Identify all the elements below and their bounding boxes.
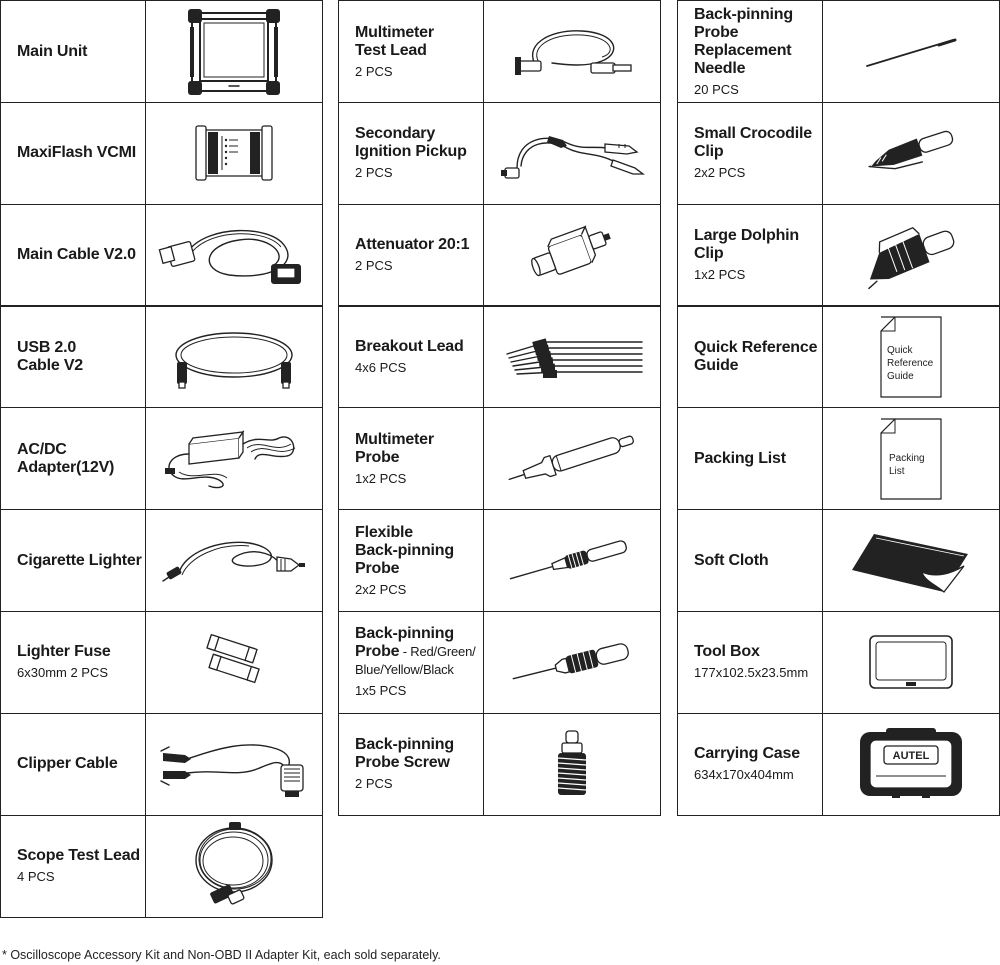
item-tool-box [677,611,1000,714]
item-name: AC/DC Adapter(12V) [17,440,115,476]
item-qty: 2 PCS [355,258,393,274]
item-name: Lighter Fuse [17,643,111,661]
power-adapter-icon [159,424,309,494]
attenuator-icon [522,225,622,285]
column-middle [338,0,661,816]
item-qty: 1x2 PCS [355,470,407,486]
item-soft-cloth [677,509,1000,612]
item-ignition-pickup [338,102,661,205]
item-qty: 1x2 PCS [694,267,746,283]
probe-screw-icon [552,729,592,799]
tablet-icon [184,7,284,97]
item-flexible-backpin-probe [338,509,661,612]
vci-box-icon [194,122,274,184]
item-packing-list [677,407,1000,510]
item-probe-screw [338,713,661,816]
item-name: Scope Test Lead [17,847,140,864]
backpin-probe-icon [507,637,637,687]
item-qty: 2 PCS [355,63,393,79]
item-lighter-fuse [0,611,323,714]
item-breakout-lead [338,305,661,408]
item-qty: 2x2 PCS [355,581,407,597]
item-replacement-needle [677,0,1000,103]
item-qty: 177x102.5x23.5mm [694,665,809,681]
item-carrying-case [677,713,1000,816]
multimeter-probe-icon [502,429,642,489]
fuse-icon [194,637,274,687]
item-cigarette-lighter [0,509,323,612]
doc-text-line-1: Packing [889,452,925,464]
item-name: Multimeter Probe [355,430,434,466]
usb-cable-icon [169,322,299,392]
item-main-cable [0,204,323,307]
document-icon [879,315,943,399]
item-backpin-probe [338,611,661,714]
document-icon [879,417,943,501]
item-large-dolphin-clip [677,204,1000,307]
item-qty: 634x170x404mm [694,767,794,783]
item-name-main: Back-pinning Probe [355,625,454,661]
tool-box-icon [866,632,956,692]
item-name: Main Unit [17,42,88,60]
item-name: Back-pinning Probe Replacement Needle [694,5,793,77]
item-name: Cigarette Lighter [17,551,142,569]
item-name: Flexible Back-pinning Probe [355,523,454,577]
item-quick-reference-guide [677,305,1000,408]
item-qty: 2 PCS [355,165,393,181]
item-attenuator [338,204,661,307]
item-ac-dc-adapter [0,407,323,510]
item-name: Soft Cloth [694,551,769,569]
item-multimeter-probe [338,407,661,510]
item-maxiflash-vcmi [0,102,323,205]
item-qty: 1x5 PCS [355,683,407,699]
item-name: Small Crocodile Clip [694,125,812,161]
carrying-case-icon [856,726,966,802]
ignition-pickup-icon [497,118,647,188]
doc-text-line-3: Guide [887,370,914,382]
item-qty: 2 PCS [355,776,393,792]
item-qty: 4x6 PCS [355,359,407,375]
item-name: Breakout Lead [355,337,464,355]
obd-cable-icon [159,220,309,290]
item-qty: 6x30mm 2 PCS [17,665,109,681]
needle-icon [861,32,961,72]
item-name: Main Cable V2.0 [17,246,136,264]
doc-text-line-2: Reference [887,357,934,369]
item-name: Secondary Ignition Pickup [355,125,467,161]
crocodile-clip-icon [861,123,961,183]
item-multimeter-test-lead [338,0,661,103]
item-name: Back-pinning Probe Screw [355,736,454,772]
doc-text-line-2: List [889,465,905,477]
item-name: Tool Box [694,643,760,661]
item-name: USB 2.0 Cable V2 [17,338,83,374]
item-qty: 4 PCS [17,869,55,884]
item-scope-test-lead [0,815,323,918]
case-brand-logo: AUTEL [892,750,930,763]
coiled-lead-icon [189,818,279,914]
breakout-lead-icon [497,332,647,382]
item-clipper-cable [0,713,323,816]
clipper-cable-icon [157,729,312,799]
item-name: MaxiFlash VCMI [17,144,137,162]
footnote: * Oscilloscope Accessory Kit and Non-OBD II Adapter Kit, each sold separately. [2,948,441,962]
dolphin-clip-icon [856,220,966,290]
cloth-icon [846,526,976,596]
item-name: Carrying Case [694,745,800,763]
item-name: Large Dolphin Clip [694,227,799,263]
item-name: Multimeter Test Lead [355,23,434,59]
column-right [677,0,1000,816]
item-qty: 20 PCS [694,81,739,97]
item-name: Clipper Cable [17,755,118,773]
column-left [0,0,323,918]
item-small-crocodile-clip [677,102,1000,205]
item-name: Packing List [694,449,786,467]
item-qty: 2x2 PCS [694,165,746,181]
test-lead-icon [507,17,637,87]
doc-text-line-1: Quick [887,344,913,356]
item-name: Quick Reference Guide [694,338,818,374]
flexible-probe-icon [502,536,642,586]
item-name: Attenuator 20:1 [355,236,470,254]
item-name-colors: - Red/Green/ Blue/Yellow/Black [355,644,476,678]
item-usb-cable [0,305,323,408]
cigarette-lighter-cable-icon [159,531,309,591]
item-main-unit [0,0,323,103]
item-name [355,625,483,679]
